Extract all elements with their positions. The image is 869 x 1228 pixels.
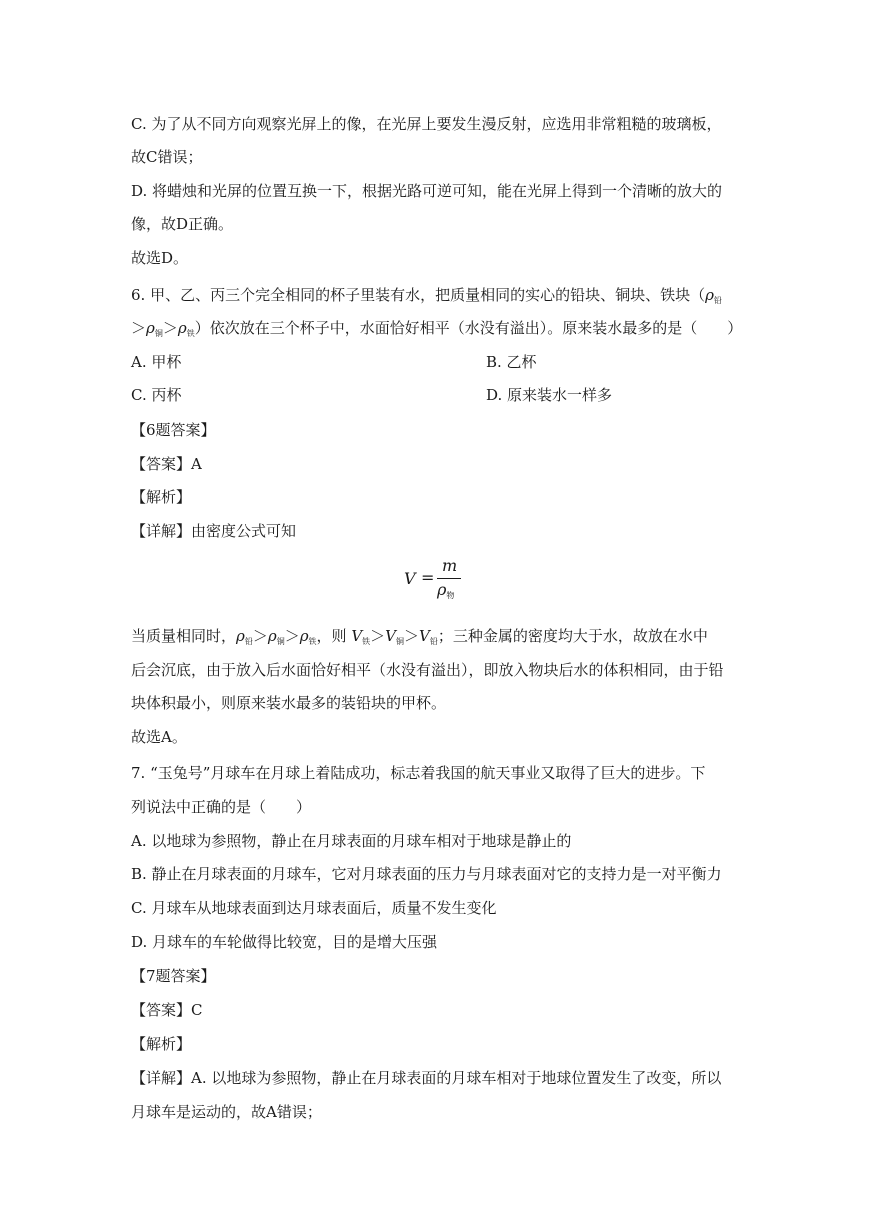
question-6-stem [131, 285, 722, 311]
explanation-line: 后会沉底，由于放入后水面恰好相平（水没有溢出），即放入物块后水的体积相同，由于铅 [131, 661, 724, 679]
volume-symbol: V [419, 627, 430, 645]
option-d: D. 原来装水一样多 [486, 386, 613, 404]
gt-symbol: ＞ [252, 627, 268, 645]
option-c: C. 月球车从地球表面到达月球表面后，质量不发生变化 [131, 899, 497, 917]
close-paren: ） [194, 319, 210, 337]
question-6-text: 依次放在三个杯子中，水面恰好相平（水没有溢出）。原来装水最多的是（ ） [209, 319, 743, 337]
formula-v: V [404, 569, 416, 588]
question-7-stem: 7. “玉兔号”月球车在月球上着陆成功，标志着我国的航天事业又取得了巨大的进步。下 [131, 764, 706, 782]
explanation-line: 块体积最小，则原来装水最多的装铅块的甲杯。 [131, 694, 447, 712]
volume-symbol: V [351, 627, 363, 645]
subscript-copper: 铜 [154, 329, 163, 338]
subscript-copper: 铜 [396, 637, 405, 646]
analysis-heading: 【解析】 [131, 488, 192, 506]
question-6-text: 6. 甲、乙、丙三个完全相同的杯子里装有水，把质量相同的实心的铅块、铜块、铁块（ [131, 286, 706, 304]
subscript-copper: 铜 [276, 637, 285, 646]
rho-symbol: ρ [146, 319, 155, 337]
formula-denominator [437, 580, 454, 601]
explanation-line [131, 626, 708, 652]
volume-symbol: V [385, 627, 397, 645]
gt-symbol: ＞ [284, 627, 300, 645]
fraction-bar [437, 578, 461, 579]
analysis-heading: 【解析】 [131, 1035, 192, 1053]
option-a: A. 以地球为参照物，静止在月球表面的月球车相对于地球是静止的 [131, 832, 572, 850]
gt-symbol: ＞ [131, 319, 147, 337]
gt-symbol: ＞ [162, 319, 178, 337]
option-a: A. 甲杯 [131, 353, 182, 371]
detail-line: 【详解】A. 以地球为参照物，静止在月球表面的月球车相对于地球位置发生了改变，所以 [131, 1069, 722, 1087]
subscript-iron: 铁 [362, 637, 371, 646]
option-b: B. 静止在月球表面的月球车，它对月球表面的压力与月球表面对它的支持力是一对平衡力 [131, 865, 722, 883]
rho-symbol: ρ [267, 627, 277, 645]
rho-symbol: ρ [236, 627, 245, 645]
rho-symbol: ρ [299, 627, 309, 645]
answer-heading: 【7题答案】 [131, 967, 216, 985]
subscript-iron: 铁 [186, 329, 195, 338]
rho-symbol: ρ [705, 286, 714, 304]
question-6-stem-cont [131, 318, 742, 344]
option-d: D. 月球车的车轮做得比较宽，目的是增大压强 [131, 933, 438, 951]
subscript-object: 物 [446, 591, 455, 600]
answer-heading: 【6题答案】 [131, 421, 216, 439]
selection-line: 故选A。 [131, 728, 187, 746]
gt-symbol: ＞ [404, 627, 420, 645]
explanation-text: 当质量相同时， [131, 627, 237, 645]
text-line: 像，故D正确。 [131, 215, 234, 233]
gt-symbol: ＞ [370, 627, 386, 645]
subscript-lead: 铅 [244, 637, 253, 646]
option-c: C. 丙杯 [131, 386, 182, 404]
formula-equals: = [421, 568, 435, 587]
text-line: D. 将蜡烛和光屏的位置互换一下，根据光路可逆可知，能在光屏上得到一个清晰的放大的 [131, 182, 723, 200]
rho-symbol: ρ [177, 319, 187, 337]
rho-symbol: ρ [437, 580, 447, 599]
detail-line: 【详解】由密度公式可知 [131, 522, 297, 540]
answer-line: 【答案】A [131, 455, 202, 473]
detail-line: 月球车是运动的，故A错误； [131, 1103, 322, 1121]
subscript-lead: 铅 [429, 637, 438, 646]
question-7-stem-cont: 列说法中正确的是（ ） [131, 798, 312, 816]
formula-numerator: m [442, 556, 458, 575]
option-b: B. 乙杯 [486, 353, 537, 371]
answer-line: 【答案】C [131, 1001, 203, 1019]
text-line: 故C错误； [131, 148, 203, 166]
text-line: C. 为了从不同方向观察光屏上的像，在光屏上要发生漫反射，应选用非常粗糙的玻璃板， [131, 115, 722, 133]
subscript-lead: 铅 [713, 296, 722, 305]
text-line: 故选D。 [131, 249, 189, 267]
explanation-text: ，则 [316, 627, 352, 645]
explanation-text: ；三种金属的密度均大于水，故放在水中 [437, 627, 708, 645]
density-formula [400, 556, 470, 604]
subscript-iron: 铁 [308, 637, 317, 646]
